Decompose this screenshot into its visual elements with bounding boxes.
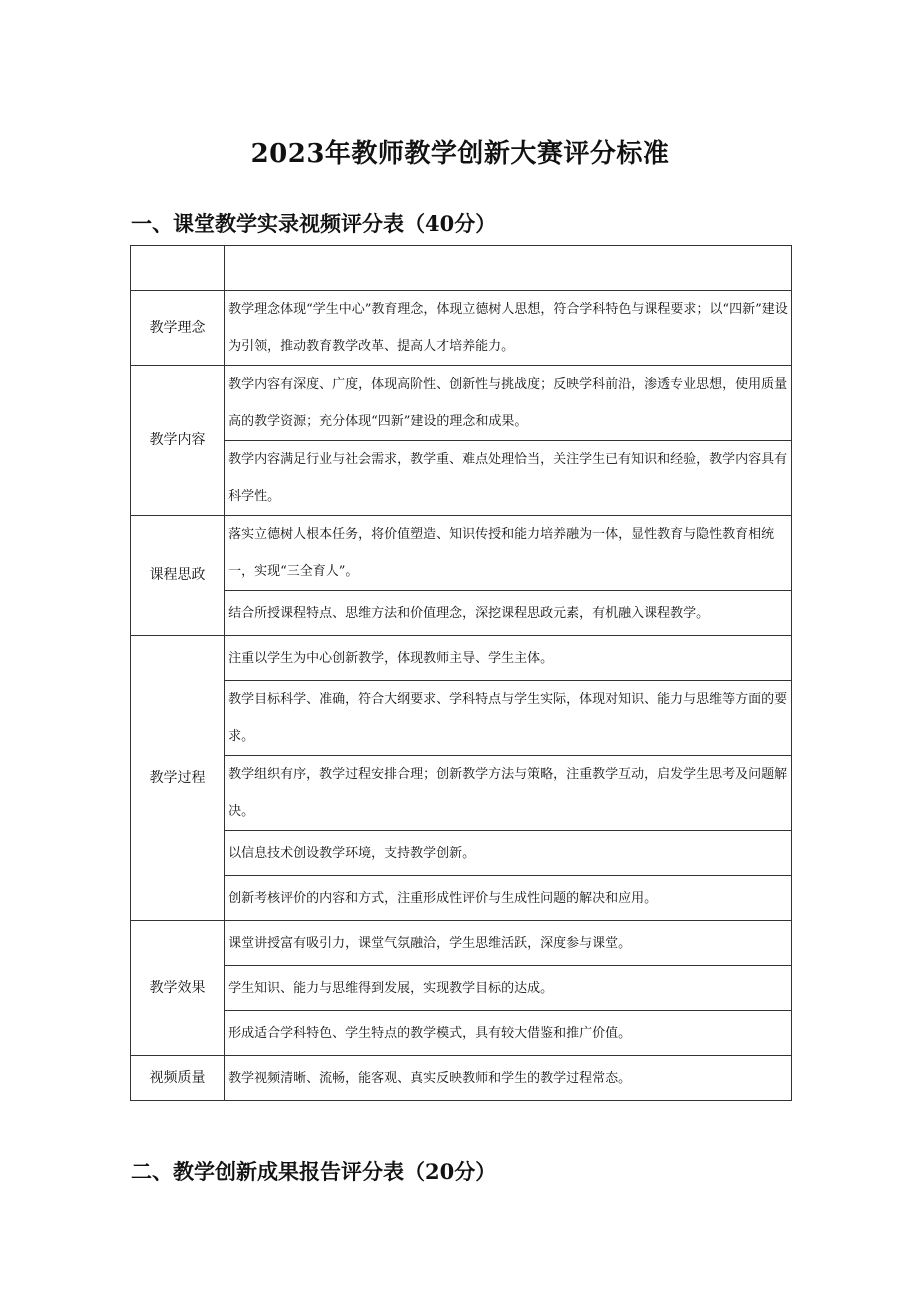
- category-cell-teaching-effect: 教学效果: [131, 921, 225, 1056]
- table-row: [131, 921, 792, 966]
- video-scoring-table: [130, 245, 792, 1101]
- criterion-cell: 结合所授课程特点、思维方法和价值理念，深挖课程思政元素，有机融入课程教学。: [225, 591, 792, 636]
- table-row: [131, 876, 792, 921]
- criterion-cell: 教学内容有深度、广度，体现高阶性、创新性与挑战度；反映学科前沿，渗透专业思想，使用质量高的教学资源；充分体现“四新”建设的理念和成果。: [225, 366, 792, 441]
- category-cell-ideological-education: 课程思政: [131, 516, 225, 636]
- table-row: [131, 291, 792, 366]
- criterion-cell: 创新考核评价的内容和方式，注重形成性评价与生成性问题的解决和应用。: [225, 876, 792, 921]
- criterion-cell: 教学目标科学、准确，符合大纲要求、学科特点与学生实际，体现对知识、能力与思维等方面的要求。: [225, 681, 792, 756]
- table-row: [131, 966, 792, 1011]
- criterion-cell: 注重以学生为中心创新教学，体现教师主导、学生主体。: [225, 636, 792, 681]
- table-row: [131, 756, 792, 831]
- header-cell-criteria: [225, 246, 792, 291]
- section-heading-report-scoring: 二、教学创新成果报告评分表（20分）: [131, 1159, 497, 1184]
- criterion-cell: 教学理念体现“学生中心”教育理念，体现立德树人思想，符合学科特色与课程要求；以“四新”建设为引领，推动教育教学改革、提高人才培养能力。: [225, 291, 792, 366]
- table-row: [131, 681, 792, 756]
- category-cell-teaching-philosophy: 教学理念: [131, 291, 225, 366]
- criterion-cell: 学生知识、能力与思维得到发展，实现教学目标的达成。: [225, 966, 792, 1011]
- table-row: [131, 591, 792, 636]
- criterion-cell: 课堂讲授富有吸引力，课堂气氛融洽，学生思维活跃，深度参与课堂。: [225, 921, 792, 966]
- category-cell-teaching-process: 教学过程: [131, 636, 225, 921]
- criterion-cell: 教学组织有序，教学过程安排合理；创新教学方法与策略，注重教学互动，启发学生思考及问题解决。: [225, 756, 792, 831]
- category-cell-teaching-content: 教学内容: [131, 366, 225, 516]
- category-cell-video-quality: 视频质量: [131, 1056, 225, 1101]
- section-heading-video-scoring: 一、课堂教学实录视频评分表（40分）: [131, 211, 497, 236]
- criterion-cell: 落实立德树人根本任务，将价值塑造、知识传授和能力培养融为一体，显性教育与隐性教育相统一，实现“三全育人”。: [225, 516, 792, 591]
- criterion-cell: 以信息技术创设教学环境，支持教学创新。: [225, 831, 792, 876]
- table-row: [131, 441, 792, 516]
- table-row: [131, 366, 792, 441]
- criterion-cell: 教学视频清晰、流畅，能客观、真实反映教师和学生的教学过程常态。: [225, 1056, 792, 1101]
- table-row: [131, 1056, 792, 1101]
- table-row: [131, 516, 792, 591]
- criterion-cell: 形成适合学科特色、学生特点的教学模式，具有较大借鉴和推广价值。: [225, 1011, 792, 1056]
- criterion-cell: 教学内容满足行业与社会需求，教学重、难点处理恰当，关注学生已有知识和经验，教学内容具有科学性。: [225, 441, 792, 516]
- table-row: [131, 831, 792, 876]
- table-row: [131, 1011, 792, 1056]
- table-row: [131, 636, 792, 681]
- header-cell-category: [131, 246, 225, 291]
- document-title: 2023年教师教学创新大赛评分标准: [250, 139, 670, 169]
- table-header-row: [131, 246, 792, 291]
